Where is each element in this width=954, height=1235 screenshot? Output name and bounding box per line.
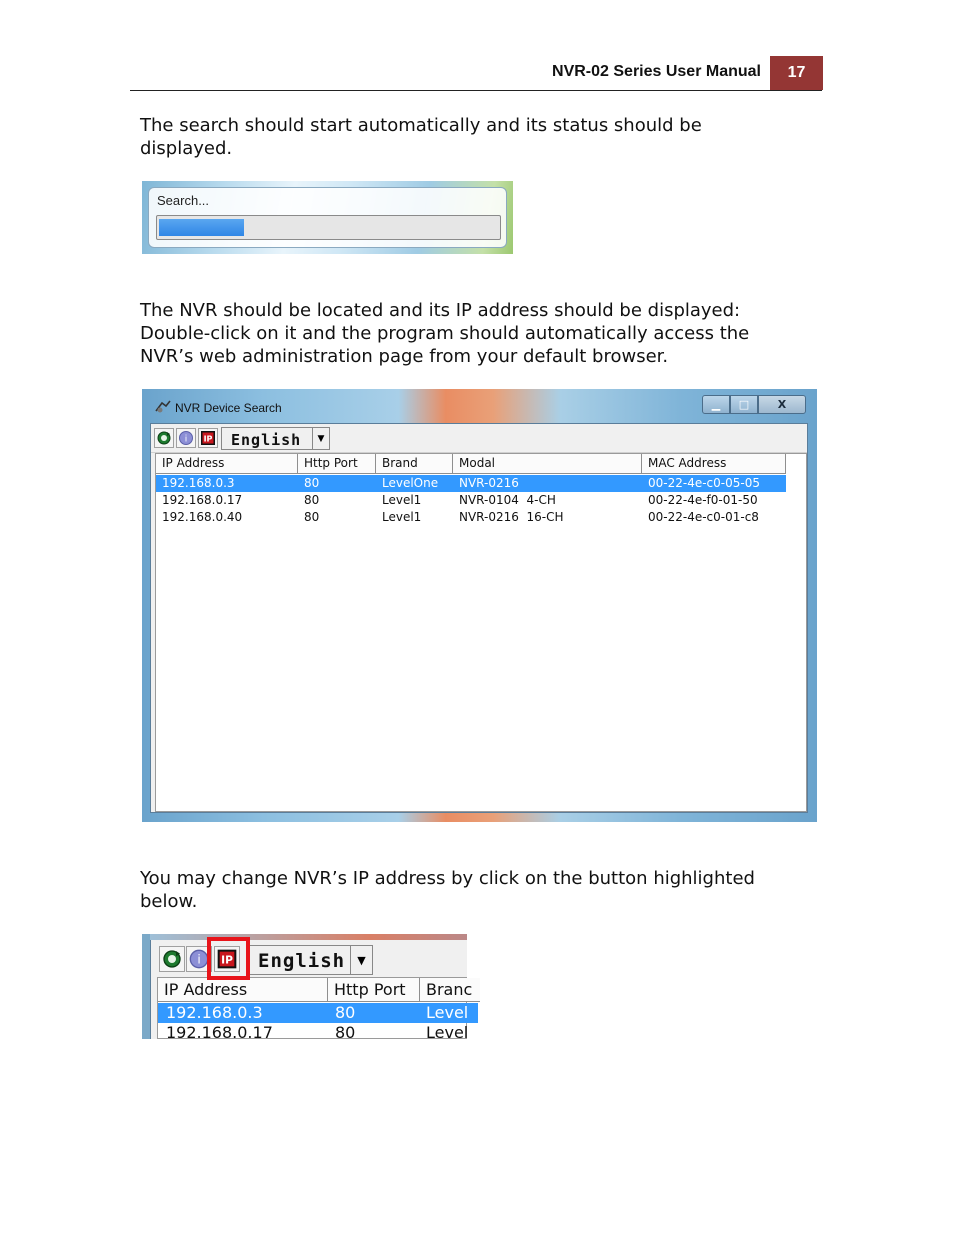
svg-text:i: i (197, 952, 201, 967)
cell-ip: 192.168.0.40 (162, 510, 243, 524)
language-value: English (258, 950, 346, 972)
language-value: English (231, 431, 302, 449)
cell-port: 80 (304, 510, 320, 524)
language-select[interactable] (247, 945, 373, 975)
text-line: NVR’s web administration page from your default browser. (140, 346, 669, 367)
search-refresh-icon (155, 429, 173, 447)
column-brand[interactable]: Brand (376, 454, 453, 474)
crop-window-side (142, 934, 150, 1039)
info-icon (177, 429, 195, 447)
language-select[interactable] (221, 427, 330, 450)
text-line: You may change NVR’s IP address by click on the button highlighted (140, 868, 755, 889)
cell-brand: LevelOne (382, 476, 439, 490)
paragraph-change-ip (140, 867, 820, 913)
chevron-down-icon[interactable]: ▼ (350, 946, 372, 974)
cell-model: NVR-0216 (459, 476, 519, 490)
page-number: 17 (770, 56, 823, 90)
cell-ip: 192.168.0.17 (162, 493, 243, 507)
table-row[interactable] (156, 509, 786, 526)
table-row[interactable] (156, 475, 786, 492)
info-button[interactable] (176, 428, 196, 448)
cell-port: 80 (304, 476, 320, 490)
cell-mac: 00-22-4e-c0-01-c8 (648, 510, 759, 524)
ip-button-highlight (207, 937, 250, 980)
paragraph-search-start (140, 114, 820, 160)
cell-model: NVR-0216 16-CH (459, 510, 564, 524)
app-icon (155, 400, 171, 414)
svg-text:IP: IP (221, 953, 233, 967)
cell-port: 80 (335, 1023, 356, 1042)
device-list[interactable] (157, 977, 473, 1042)
cell-port: 80 (304, 493, 320, 507)
table-row[interactable] (156, 492, 786, 509)
svg-text:i: i (184, 434, 188, 445)
cell-mac: 00-22-4e-f0-01-50 (648, 493, 758, 507)
window-title: NVR Device Search (175, 401, 282, 415)
search-refresh-icon (160, 947, 184, 971)
progress-fill (159, 219, 244, 236)
search-refresh-button[interactable] (154, 428, 174, 448)
manual-title: NVR-02 Series User Manual (552, 63, 761, 80)
ip-settings-button[interactable] (198, 428, 218, 448)
paragraph-nvr-located (140, 299, 820, 368)
cell-ip: 192.168.0.3 (162, 476, 235, 490)
search-progress-bar (156, 215, 501, 240)
toolbar (151, 424, 807, 453)
cell-brand: Level1 (382, 493, 422, 507)
crop-client (150, 940, 473, 1042)
cell-mac: 00-22-4e-c0-05-05 (648, 476, 760, 490)
maximize-button[interactable]: □ (730, 395, 758, 414)
column-http-port[interactable]: Http Port (328, 978, 420, 1002)
column-ip-address[interactable]: IP Address (156, 454, 298, 474)
cell-port: 80 (335, 1003, 356, 1022)
text-line: below. (140, 891, 198, 912)
table-row[interactable] (158, 1023, 478, 1043)
header-rule (130, 90, 822, 91)
ip-settings-icon (199, 429, 217, 447)
cell-brand: Level (426, 1023, 469, 1042)
svg-text:IP: IP (203, 434, 213, 444)
search-refresh-button[interactable] (159, 946, 185, 972)
text-line: The search should start automatically and its status should be (140, 115, 702, 136)
text-line: Double-click on it and the program should automatically access the (140, 323, 750, 344)
device-list[interactable] (155, 453, 807, 812)
cell-ip: 192.168.0.3 (166, 1003, 263, 1022)
cell-ip: 192.168.0.17 (166, 1023, 273, 1042)
window-client (150, 423, 808, 813)
cell-brand: Level (426, 1003, 469, 1022)
minimize-button[interactable]: ▁ (702, 395, 730, 414)
column-mac-address[interactable]: MAC Address (642, 454, 786, 474)
column-modal[interactable]: Modal (453, 454, 642, 474)
column-brand[interactable]: Branc (420, 978, 480, 1002)
column-ip-address[interactable]: IP Address (158, 978, 328, 1002)
cell-model: NVR-0104 4-CH (459, 493, 556, 507)
cell-brand: Level1 (382, 510, 422, 524)
text-line: The NVR should be located and its IP address should be displayed: (140, 300, 741, 321)
window-titlebar[interactable] (142, 389, 817, 423)
close-button[interactable]: X (758, 395, 806, 414)
search-label: Search... (157, 193, 210, 208)
table-row[interactable] (158, 1003, 478, 1023)
search-progress-dialog (142, 181, 513, 254)
nvr-device-search-window (142, 389, 817, 822)
text-line: displayed. (140, 138, 233, 159)
chevron-down-icon[interactable]: ▼ (312, 428, 329, 449)
device-list-header (156, 454, 806, 474)
toolbar-zoom-screenshot (142, 934, 473, 1042)
column-http-port[interactable]: Http Port (298, 454, 376, 474)
